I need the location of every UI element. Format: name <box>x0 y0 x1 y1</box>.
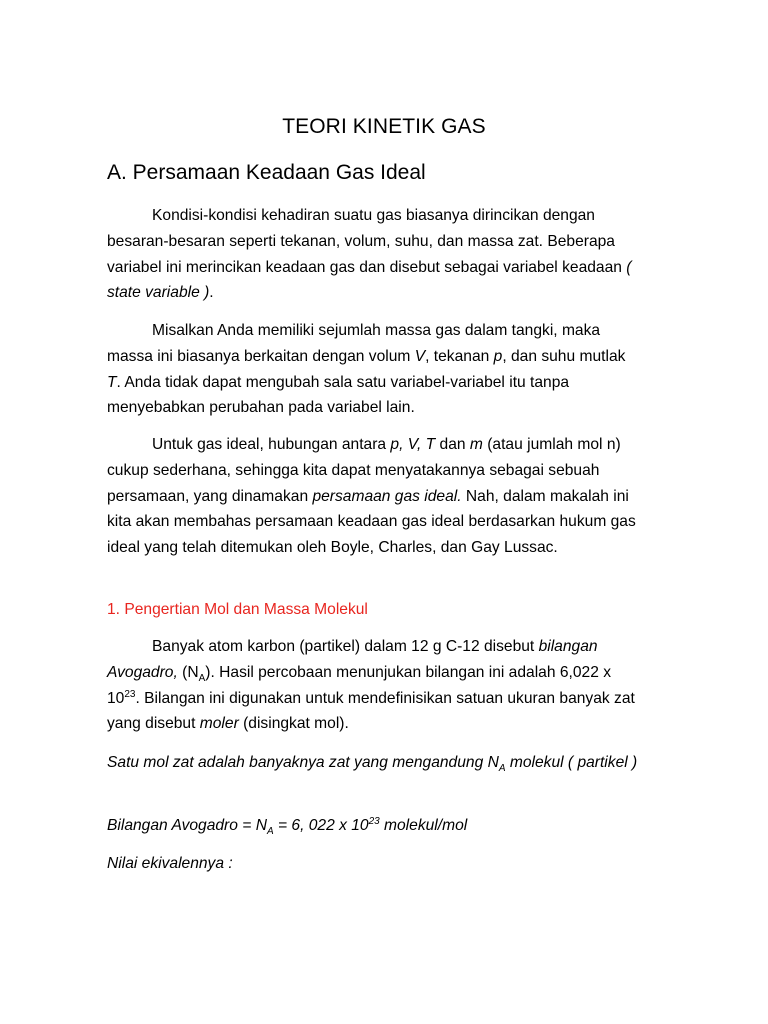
italic-term: bilangan Avogadro, <box>107 638 598 681</box>
paragraph-text: (N <box>177 663 199 681</box>
line-text: Bilangan Avogadro = N <box>107 817 267 834</box>
paragraph-text: Kondisi-kondisi kehadiran suatu gas biasanya dirincikan dengan besaran-besaran seperti tekanan, volum, suhu, dan massa zat. Beberapa variabel ini merincikan keadaan gas dan disebut sebagai variabel keadaan <box>107 207 627 276</box>
document-title: TEORI KINETIK GAS <box>282 115 486 138</box>
line-text: molekul/mol <box>379 817 468 834</box>
variable-m: m <box>469 436 483 453</box>
definition-mol <box>107 750 647 776</box>
variable-v: V <box>414 347 426 365</box>
equivalent-value-label: Nilai ekivalennya : <box>107 855 233 872</box>
italic-term: ( state variable ) <box>107 258 632 302</box>
paragraph-text: , dan suhu mutlak <box>502 347 626 365</box>
variable-p: p <box>493 347 503 365</box>
paragraph-text: (atau jumlah mol n) cukup sederhana, sehingga kita dapat menyatakannya sebagai sebuah persamaan, yang dinamakan <box>107 436 621 505</box>
superscript: 23 <box>368 815 380 827</box>
paragraph-text: . Anda tidak dapat mengubah sala satu variabel-variabel itu tanpa menyebabkan perubahan pada variabel lain. <box>107 373 570 417</box>
line-text: molekul ( partikel ) <box>505 754 638 771</box>
variable-t: T <box>107 373 117 391</box>
paragraph-text: (disingkat mol). <box>238 715 349 733</box>
subscript: A <box>198 672 206 684</box>
paragraph-state-variables <box>107 203 637 306</box>
italic-term: persamaan gas ideal. <box>312 487 462 505</box>
line-text: = 6, 022 x 10 <box>273 817 369 834</box>
line-text: Satu mol zat adalah banyaknya zat yang mengandung N <box>107 754 499 771</box>
subscript: A <box>266 826 274 838</box>
paragraph-text: , tekanan <box>425 347 494 365</box>
sub-heading: 1. Pengertian Mol dan Massa Molekul <box>107 601 368 618</box>
paragraph-ideal-gas <box>107 432 637 561</box>
variables-pvt: p, V, T <box>390 436 436 453</box>
paragraph-text: Untuk gas ideal, hubungan antara <box>152 436 391 453</box>
avogadro-equation <box>107 813 647 839</box>
paragraph-text: ). Hasil percobaan menunjukan bilangan ini adalah 6,022 x 10 <box>107 663 611 707</box>
paragraph-avogadro <box>107 634 637 737</box>
subscript: A <box>498 763 506 775</box>
paragraph-text: Nah, dalam makalah ini kita akan membahas persamaan keadaan gas ideal berdasarkan hukum gas ideal yang telah ditemukan oleh Boyle, Charles, dan Gay Lussac. <box>107 487 636 557</box>
paragraph-text: Misalkan Anda memiliki sejumlah massa gas dalam tangki, maka massa ini biasanya berkaitan dengan volum <box>107 322 601 365</box>
paragraph-gas-tank <box>107 318 637 421</box>
paragraph-text: . <box>209 284 214 302</box>
paragraph-text: . Bilangan ini digunakan untuk mendefinisikan satuan ukuran banyak zat yang disebut <box>107 689 635 733</box>
superscript: 23 <box>124 688 136 700</box>
paragraph-text: Banyak atom karbon (partikel) dalam 12 g C-12 disebut <box>152 638 539 655</box>
section-heading: A. Persamaan Keadaan Gas Ideal <box>107 161 426 184</box>
italic-term: moler <box>199 715 239 733</box>
paragraph-text: dan <box>435 436 470 453</box>
